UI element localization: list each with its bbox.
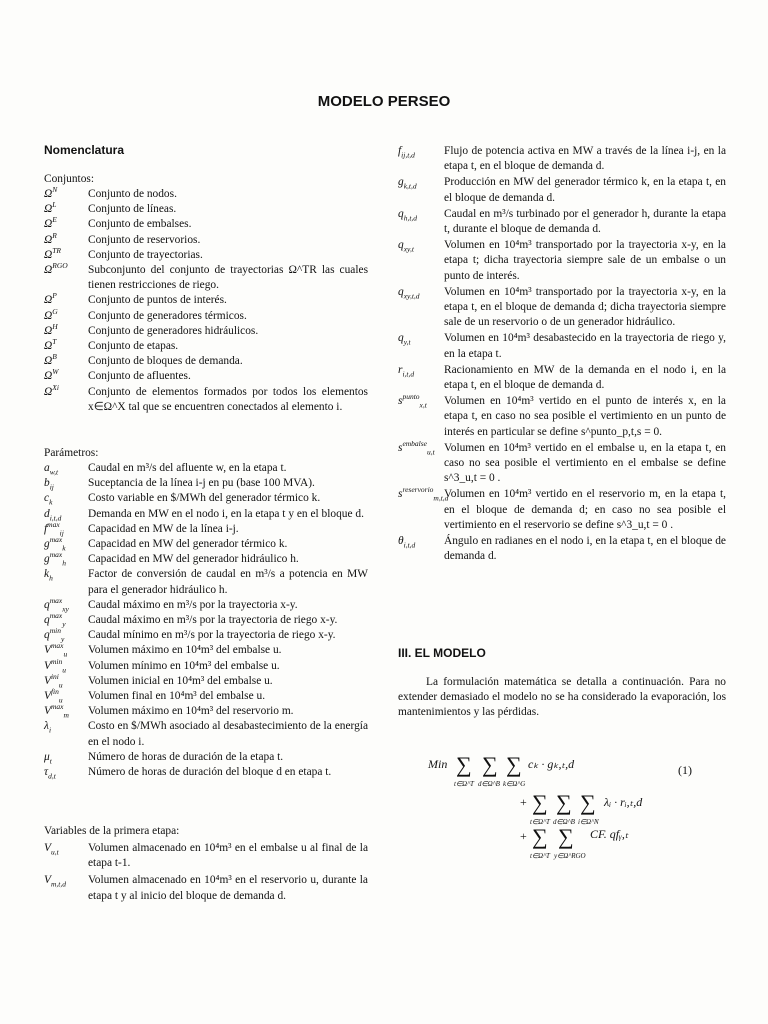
definition-row — [398, 441, 726, 487]
symbol-superscript: R — [52, 230, 57, 240]
definition-text: Demanda en MW en el nodo i, en la etapa t y en el bloque d. — [88, 507, 364, 520]
symbol: $s^{punto}_{x,t}$ — [398, 392, 427, 410]
equation-1 — [398, 748, 726, 868]
symbol: $\Omega^E$ — [44, 215, 57, 231]
definition-row — [44, 598, 368, 613]
definition-row — [398, 363, 726, 393]
symbol-subscript: y — [60, 634, 65, 644]
definition-text: Capacidad en MW del generador térmico k. — [88, 538, 288, 551]
definition-text: Volumen en 10⁴m³ vertido en el reservorio m, en la etapa t, en el bloque de demanda d; en caso no sea posible el vertimiento en el reservorio se define s^3_u,t = 0 . — [444, 488, 726, 531]
symbol: $b_{ij}$ — [44, 477, 54, 492]
definition-row — [398, 238, 726, 284]
symbol-subscript: i — [48, 725, 52, 735]
definition-text: Número de horas de duración del bloque d en etapa t. — [88, 766, 332, 779]
definition-text: Conjunto de embalses. — [88, 218, 192, 231]
symbol-subscript: xy,t,d — [403, 291, 420, 301]
symbol-subscript: t — [49, 756, 52, 766]
definition-text: Volumen en 10⁴m³ transportado por la trayectoria x-y, en la etapa t; dicha trayectoria siempre sale de un embalse o un punto de interés. — [444, 239, 726, 282]
eq-term-1: cₖ · gₖ,ₜ,d — [528, 757, 575, 771]
vars-label: Variables de la primera etapa: — [44, 825, 180, 837]
nomenclature-heading: Nomenclatura — [44, 143, 125, 157]
symbol: $\lambda_i$ — [44, 720, 52, 735]
symbol-subscript: u,t — [427, 447, 435, 457]
symbol-superscript: P — [52, 291, 57, 301]
symbol: $r_{i,t,d}$ — [398, 363, 415, 379]
definition-row — [44, 382, 368, 415]
symbol-superscript: L — [52, 200, 57, 210]
symbol: $d_{i,t,d}$ — [44, 507, 62, 522]
definition-text: Caudal en m³/s del afluente w, en la etapa t. — [88, 462, 287, 474]
definition-text: Conjunto de líneas. — [88, 203, 177, 216]
definition-text: Caudal en m³/s turbinado por el generador h, durante la etapa t, durante el bloque de demanda d. — [444, 207, 726, 236]
symbol-subscript: h — [62, 558, 66, 568]
symbol: $\mu_t$ — [44, 750, 52, 766]
symbol-superscript: TR — [52, 246, 62, 256]
symbol-subscript: ij — [49, 482, 54, 492]
definition-row — [398, 331, 726, 361]
symbol-subscript: k,t,d — [403, 181, 417, 191]
symbol: $c_k$ — [44, 492, 53, 507]
definition-text: Subconjunto del conjunto de trayectorias Ω^TR las cuales tienen restricciones de riego. — [88, 264, 368, 292]
definition-row — [44, 202, 368, 217]
definition-row — [44, 293, 368, 308]
symbol-subscript: i,t,d — [402, 369, 415, 379]
symbol-subscript: x,t — [419, 400, 427, 410]
definition-row — [44, 765, 368, 780]
definition-row — [44, 841, 368, 871]
symbol: $V^{min}_u$ — [44, 656, 66, 674]
eq-set-label: t∈Ω^T — [530, 818, 550, 826]
symbol-subscript: y — [62, 619, 66, 629]
symbol: $\Omega^T$ — [44, 337, 57, 353]
definition-text: Conjunto de reservorios. — [88, 233, 201, 246]
definition-row — [44, 354, 368, 369]
sum-symbol: ∑ — [558, 824, 574, 849]
symbol-superscript: fin — [50, 687, 59, 697]
definition-row — [398, 285, 726, 331]
definition-row — [44, 339, 368, 354]
symbol-subscript: d,t — [48, 771, 56, 781]
symbol: $q_{xy,t,d}$ — [398, 285, 420, 301]
definition-row — [398, 487, 726, 533]
definition-text: Conjunto de etapas. — [88, 340, 179, 353]
symbol: $k_h$ — [44, 568, 53, 583]
eq-set-label: t∈Ω^T — [454, 780, 474, 788]
symbol: $q_{xy,t}$ — [398, 239, 414, 254]
symbol-superscript: max — [50, 702, 64, 712]
sum-symbol: ∑ — [456, 752, 472, 777]
symbol: $q^{max}_{xy}$ — [44, 596, 69, 614]
symbol: $f_{ij,t,d}$ — [398, 145, 415, 160]
definition-row — [398, 394, 726, 440]
symbol: $q^{max}_y$ — [44, 611, 66, 629]
symbol-subscript: u — [58, 695, 63, 705]
definition-text: Producción en MW del generador térmico k, en la etapa t, en el bloque de demanda d. — [444, 176, 726, 204]
definition-row — [44, 306, 368, 324]
definition-text: Conjunto de nodos. — [88, 188, 177, 200]
definition-text: Volumen en 10⁴m³ transportado por la trayectoria x-y, en la etapa t, en el bloque de demanda d; dicha trayectoria siempre sale de un reservorio o de un generador hidráulico. — [444, 285, 726, 329]
symbol: $s^{reservorio}_{m,t,d}$ — [398, 485, 449, 503]
symbol-subscript: m — [63, 710, 69, 720]
symbol: $\Omega^P$ — [44, 291, 57, 307]
definition-row — [44, 567, 368, 597]
definition-row — [44, 217, 368, 232]
eq-set-label: d∈Ω^B — [478, 780, 500, 788]
symbol: $\Omega^L$ — [44, 200, 57, 216]
symbol-superscript: embalse — [402, 439, 428, 449]
definition-row — [398, 207, 726, 237]
definition-row — [44, 461, 368, 476]
symbol-subscript: xy,t — [403, 244, 414, 254]
symbol: $\Omega^G$ — [44, 306, 58, 322]
symbol: $V_{u,t}$ — [44, 842, 59, 857]
section-heading: III. EL MODELO — [398, 646, 486, 660]
symbol: $\Omega^{TR}$ — [44, 246, 62, 261]
definition-text: Número de horas de duración de la etapa t. — [88, 750, 284, 763]
definition-row — [44, 187, 368, 202]
symbol-subscript: i,t,d — [49, 512, 62, 522]
sum-symbol: ∑ — [482, 752, 498, 777]
symbol-superscript: max — [49, 611, 63, 621]
symbol: $\tau_{d,t}$ — [44, 766, 56, 781]
symbol-subscript: y,t — [403, 337, 411, 347]
definition-row — [44, 491, 368, 506]
symbol-superscript: max — [49, 596, 63, 606]
symbol: $\Omega^B$ — [44, 352, 57, 368]
definition-text: Volumen almacenado en 10⁴m³ en el embalse u al final de la etapa t-1. — [88, 842, 368, 870]
symbol-superscript: RGO — [52, 261, 68, 271]
symbol-subscript: k — [62, 543, 66, 553]
definition-text: Capacidad en MW del generador hidráulico h. — [88, 553, 299, 566]
definition-row — [44, 674, 368, 689]
symbol: $f^{max}_{ij}$ — [44, 520, 64, 538]
definition-row — [398, 144, 726, 174]
symbol-superscript: max — [50, 641, 64, 651]
eq-set-label: t∈Ω^T — [530, 852, 550, 860]
params-label: Parámetros: — [44, 447, 99, 459]
definition-text: Suceptancia de la línea i-j en pu (base 100 MVA). — [88, 477, 315, 490]
equation-svg — [398, 748, 726, 868]
symbol-subscript: u,t — [50, 847, 59, 857]
symbol-subscript: ij — [59, 528, 64, 538]
symbol-superscript: min — [50, 656, 63, 666]
definition-text: Flujo de potencia activa en MW a través de la línea i-j, en la etapa t, en el bloque de demanda d. — [444, 145, 726, 173]
definition-text: Volumen inicial en 10⁴m³ del embalse u. — [88, 674, 273, 687]
definition-text: Conjunto de puntos de interés. — [88, 294, 227, 307]
definition-row — [44, 719, 368, 749]
definition-row — [44, 643, 368, 658]
definition-row — [44, 537, 368, 552]
symbol: $\Omega^H$ — [44, 322, 58, 337]
symbol: $\Omega^{Xi}$ — [44, 382, 59, 398]
definition-row — [398, 534, 726, 564]
sum-symbol: ∑ — [532, 790, 548, 815]
definition-row — [44, 263, 368, 293]
first-stage-vars-list — [44, 839, 368, 904]
definition-row — [44, 873, 368, 903]
definition-row — [44, 656, 368, 674]
symbol: $V^{fin}_u$ — [44, 687, 63, 705]
symbol-superscript: ini — [50, 672, 59, 682]
symbol-subscript: u — [58, 680, 63, 690]
symbol-subscript: u — [62, 664, 66, 674]
symbol-subscript: u — [63, 649, 68, 659]
symbol-subscript: k — [49, 497, 53, 507]
params-list — [44, 461, 368, 780]
symbol: $V_{m,t,d}$ — [44, 874, 66, 889]
symbol-subscript: m,t,d — [433, 493, 449, 503]
definition-text: Factor de conversión de caudal en m³/s a potencia en MW para el generador hidráulico h. — [88, 568, 368, 596]
symbol-superscript: T — [52, 337, 57, 347]
eq-min: Min — [428, 757, 448, 771]
symbol-superscript: N — [52, 185, 58, 195]
symbol: $\Omega^N$ — [44, 185, 58, 200]
symbol: $g^{max}_h$ — [44, 550, 66, 568]
definition-text: Conjunto de elementos formados por todos los elementos x∈Ω^X tal que se encuentren conectados al elemento i. — [88, 385, 368, 413]
symbol: $\Omega^{RGO}$ — [44, 261, 68, 277]
symbol-superscript: W — [52, 367, 59, 377]
definition-text: Capacidad en MW de la línea i-j. — [88, 522, 239, 535]
symbol-superscript: G — [52, 306, 58, 316]
eq-term-3: CF. qfᵧ,ₜ — [590, 827, 629, 841]
eq-plus: + — [520, 795, 527, 809]
definition-row — [398, 175, 726, 205]
definition-row — [44, 230, 368, 248]
sum-symbol: ∑ — [556, 790, 572, 815]
definition-row — [44, 324, 368, 339]
symbol: $\Omega^R$ — [44, 230, 57, 246]
definition-text: Conjunto de afluentes. — [88, 370, 191, 383]
symbol-superscript: E — [52, 215, 57, 225]
symbol: $V^{max}_m$ — [44, 702, 69, 720]
symbol-subscript: m,t,d — [50, 879, 66, 889]
definition-row — [44, 522, 368, 537]
variables-list — [398, 143, 726, 564]
definition-text: Volumen máximo en 10⁴m³ del embalse u. — [88, 644, 282, 657]
definition-row — [44, 704, 368, 719]
definition-text: Caudal máximo en m³/s por la trayectoria x-y. — [88, 598, 298, 611]
symbol-superscript: Xi — [52, 382, 59, 392]
definition-text: Conjunto de trayectorias. — [88, 248, 203, 261]
sets-label: Conjuntos: — [44, 173, 95, 185]
definition-text: Volumen final en 10⁴m³ del embalse u. — [88, 690, 266, 703]
sets-list — [44, 187, 368, 415]
definition-text: Volumen máximo en 10⁴m³ del reservorio m. — [88, 705, 294, 718]
symbol: $s^{embalse}_{u,t}$ — [398, 439, 435, 457]
definition-row — [44, 507, 368, 522]
symbol-subscript: h,t,d — [403, 213, 418, 223]
definition-row — [44, 750, 368, 765]
definition-text: Conjunto de generadores hidráulicos. — [88, 324, 259, 337]
symbol-superscript: max — [49, 550, 63, 560]
symbol-superscript: max — [49, 535, 63, 545]
symbol: $q_{h,t,d}$ — [398, 207, 418, 223]
symbol: $V^{ini}_u$ — [44, 672, 63, 690]
definition-row — [44, 248, 368, 263]
eq-number: (1) — [678, 763, 692, 777]
definition-row — [44, 613, 368, 628]
sum-symbol: ∑ — [506, 752, 522, 777]
definition-text: Volumen en 10⁴m³ vertido en el embalse u, en la etapa t, en caso no sea posible el vertimiento en el embalse se define s^3_u,t = 0 . — [444, 441, 726, 485]
definition-text: Volumen en 10⁴m³ desabastecido en la trayectoria de riego y, en la etapa t. — [444, 332, 726, 360]
sum-symbol: ∑ — [580, 790, 596, 815]
symbol: $g^{max}_k$ — [44, 535, 66, 553]
definition-text: Racionamiento en MW de la demanda en el nodo i, en la etapa t, en el bloque de demanda d. — [444, 363, 726, 392]
definition-text: Volumen mínimo en 10⁴m³ del embalse u. — [88, 659, 280, 672]
section-paragraph: La formulación matemática se detalla a continuación. Para no extender demasiado el modelo no se ha considerado la evaporación, los mantenimientos y las pérdidas. — [398, 676, 726, 719]
eq-set-label: i∈Ω^N — [578, 818, 599, 826]
eq-set-label: y∈Ω^RGO — [554, 852, 586, 860]
eq-plus: + — [520, 829, 527, 843]
symbol: $g_{k,t,d}$ — [398, 176, 417, 191]
symbol-subscript: h — [49, 573, 53, 583]
definition-text: Volumen almacenado en 10⁴m³ en el reservorio u, durante la etapa t y al inicio del bloque de demanda d. — [88, 874, 368, 902]
eq-set-label: k∈Ω^G — [503, 780, 526, 788]
definition-text: Conjunto de bloques de demanda. — [88, 355, 243, 368]
eq-set-label: d∈Ω^B — [553, 818, 575, 826]
definition-row — [44, 628, 368, 643]
definition-text: Volumen en 10⁴m³ vertido en el punto de interés x, en la etapa t, en caso no sea posible el vertimiento en un punto de interés en particular se define s^punto_p,t,s = 0. — [444, 395, 726, 438]
definition-text: Ángulo en radianes en el nodo i, en la etapa t, en el bloque de demanda d. — [444, 535, 726, 563]
symbol: $\Omega^W$ — [44, 367, 59, 383]
definition-row — [44, 476, 368, 491]
symbol-superscript: B — [52, 352, 57, 362]
definition-text: Caudal máximo en m³/s por la trayectoria de riego x-y. — [88, 614, 338, 627]
definition-row — [44, 369, 368, 384]
symbol: $\theta_{i,t,d}$ — [398, 535, 416, 550]
symbol: $a_{w,t}$ — [44, 462, 59, 477]
definition-row — [44, 689, 368, 704]
symbol: $V^{max}_u$ — [44, 641, 68, 659]
definition-text: Costo variable en $/MWh del generador térmico k. — [88, 492, 321, 505]
symbol-superscript: reservorio — [402, 485, 434, 495]
symbol-subscript: xy — [62, 604, 69, 614]
page-title: MODELO PERSEO — [317, 93, 451, 110]
symbol-superscript: H — [52, 322, 58, 332]
definition-row — [44, 552, 368, 567]
definition-text: Costo en $/MWh asociado al desabastecimiento de la energía en el nodo i. — [88, 720, 368, 748]
symbol-superscript: max — [47, 520, 60, 530]
symbol: $q^{min}_y$ — [44, 626, 65, 644]
eq-term-2: λᵢ · rᵢ,ₜ,d — [604, 795, 643, 809]
definition-text: Caudal mínimo en m³/s por la trayectoria de riego x-y. — [88, 629, 336, 642]
symbol-subscript: i,t,d — [403, 540, 416, 550]
symbol-superscript: min — [49, 626, 61, 636]
sum-symbol: ∑ — [532, 824, 548, 849]
symbol-subscript: ij,t,d — [401, 150, 415, 160]
symbol-superscript: punto — [402, 392, 420, 402]
definition-text: Conjunto de generadores térmicos. — [88, 309, 247, 322]
symbol: $q_{y,t}$ — [398, 332, 411, 347]
symbol-subscript: w,t — [49, 467, 59, 477]
